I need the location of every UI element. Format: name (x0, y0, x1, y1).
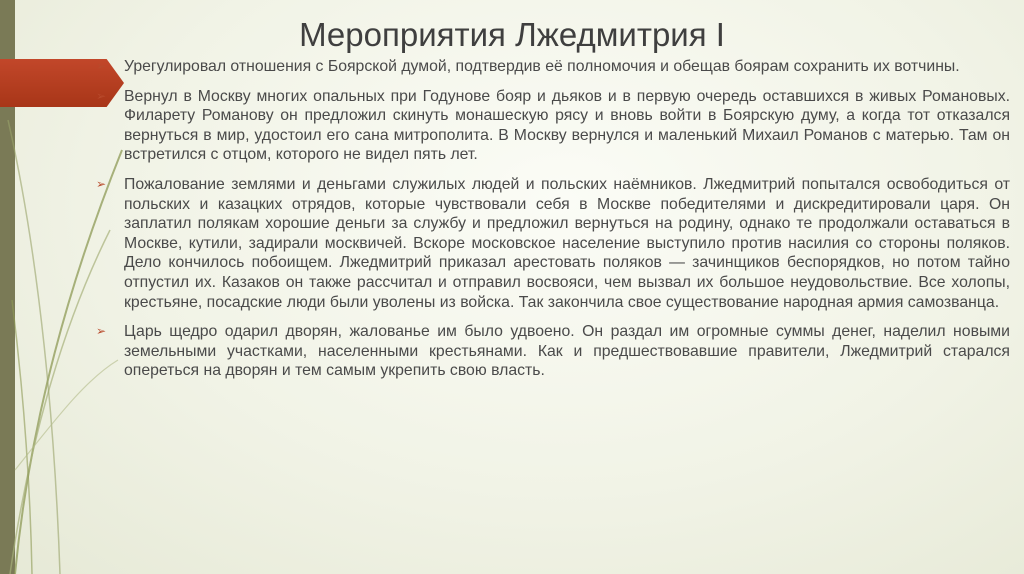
bullet-text: Пожалование землями и деньгами служилых людей и польских наёмников. Лжедмитрий попытался освободиться от польских и казацких отрядов, которые чувствовали себя в Москве победителями и дискредитировали царя. Он заплатил полякам хорошие деньги за службу и предложил вернуться на родину, однако те продолжали оставаться в Москве, кутили, задирали москвичей. Вскоре московское население выступило против насилия со стороны поляков. Дело кончилось побоищем. Лжедмитрий приказал арестовать поляков — зачинщиков беспорядков, но потом тайно отпустил их. Казаков он также рассчитал и отправил восвояси, чем вызвал их большое неудовольствие. Все холопы, крестьяне, посадские люди были уволены из войска. Так закончила свое существование народная армия самозванца. (124, 175, 1010, 311)
arrow-right-icon: ➢ (96, 88, 107, 103)
bullet-item (96, 87, 1010, 165)
bullet-text: Вернул в Москву многих опальных при Годунове бояр и дьяков и в первую очередь оставшихся в живых Романовых. Филарету Романову он предложил скинуть монашескую рясу и вновь войти в Боярскую думу, а когда тот отказался вернуться в мир, удостоил его сана митрополита. В Москву вернулся и маленький Михаил Романов с матерью. Там он встретился с отцом, которого не видел пять лет. (124, 87, 1010, 164)
bullet-item (96, 57, 1010, 77)
arrow-right-icon: ➢ (96, 176, 107, 191)
bullet-text: Царь щедро одарил дворян, жалованье им было удвоено. Он раздал им огромные суммы денег, наделил новыми земельными участками, населенными крестьянами. Как и предшествовавшие правители, Лжедмитрий старался опереться на дворян и тем самым укрепить свою власть. (124, 323, 1010, 380)
slide-title: Мероприятия Лжедмитрия I (299, 16, 725, 53)
bullet-list (96, 57, 1010, 391)
arrow-right-icon: ➢ (96, 59, 107, 73)
bullet-item (96, 175, 1010, 312)
bullet-item (96, 322, 1010, 381)
bullet-text: Урегулировал отношения с Боярской думой, подтвердив её полномочия и обещав боярам сохранить их вотчины. (124, 58, 960, 75)
arrow-right-icon: ➢ (96, 324, 107, 339)
